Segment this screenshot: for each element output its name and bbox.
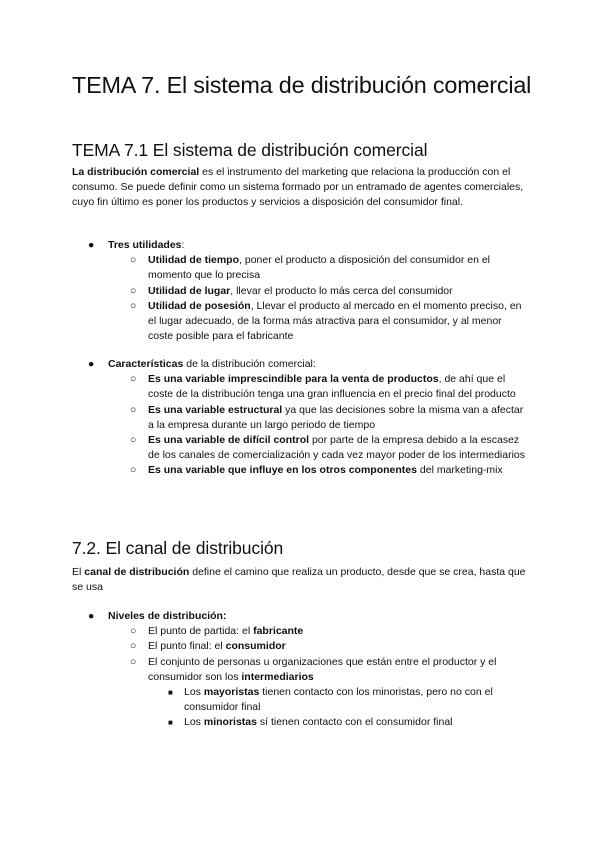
canal-bold-term: canal de distribución: [84, 566, 190, 578]
circle-bullet-icon: ○: [130, 625, 137, 638]
circle-bullet-icon: ○: [130, 299, 137, 312]
document-title: TEMA 7. El sistema de distribución comercial: [72, 72, 532, 98]
minoristas-pre: Los: [184, 716, 204, 729]
niveles-list: [88, 609, 528, 731]
circle-bullet-icon: ○: [130, 373, 137, 386]
caracteristica-bold: Es una variable de difícil control: [148, 434, 310, 447]
consumidor-bold: consumidor: [225, 640, 286, 653]
list-item-utilidad-tiempo: [128, 253, 528, 283]
utilidad-tiempo-text: , poner el producto a disposición del consumidor en el momento que lo precisa: [148, 254, 491, 282]
list-item-utilidad-posesion: [128, 299, 528, 345]
mayoristas-bold: mayoristas: [203, 686, 260, 699]
canal-paragraph: [72, 565, 528, 595]
fabricante-pre: El punto de partida: el: [148, 625, 254, 638]
utilidad-tiempo-label: Utilidad de tiempo: [148, 254, 240, 267]
list-item-caracteristica: [128, 372, 528, 402]
utilidades-suffix: :: [181, 239, 185, 251]
utilidad-lugar-text: , llevar el producto lo más cerca del consumidor: [230, 284, 453, 297]
list-item-minoristas: [166, 715, 528, 730]
bullet-icon: ●: [88, 358, 95, 370]
circle-bullet-icon: ○: [130, 434, 137, 447]
bullet-icon: ●: [88, 610, 95, 622]
circle-bullet-icon: ○: [130, 655, 137, 668]
square-bullet-icon: ■: [168, 718, 173, 728]
caracteristicas-list: [88, 357, 528, 479]
list-item-mayoristas: [166, 685, 528, 715]
section-heading-7-1: TEMA 7.1 El sistema de distribución comercial: [72, 140, 428, 160]
consumidor-pre: El punto final: el: [148, 640, 226, 653]
intermediarios-sublist: [166, 685, 528, 731]
intermediarios-pre: El conjunto de personas u organizaciones que están entre el productor y el consumidor son los: [148, 655, 497, 683]
canal-pre: El: [72, 566, 85, 578]
intro-paragraph: [72, 165, 528, 211]
list-item-utilidad-lugar: [128, 284, 528, 299]
minoristas-bold: minoristas: [203, 716, 257, 729]
mayoristas-text: tienen contacto con los minoristas, pero no con el consumidor final: [184, 686, 493, 714]
niveles-label: Niveles de distribución:: [108, 610, 227, 622]
utilidad-posesion-text: , Llevar el producto al mercado en el momento preciso, en el lugar adecuado, de la forma más atractiva para el consumidor, y al menor coste posible para el fabricante: [148, 299, 522, 343]
list-item-consumidor: [128, 639, 528, 654]
caracteristica-text: por parte de la empresa debido a la escasez de los canales de comercialización y cada vez mayor poder de los intermediarios: [148, 434, 526, 462]
canal-text: define el camino que realiza un producto, desde que se crea, hasta que se usa: [72, 566, 526, 594]
caracteristica-bold: Es una variable imprescindible para la venta de productos: [148, 373, 439, 386]
circle-bullet-icon: ○: [130, 403, 137, 416]
caracteristicas-label: Características: [108, 358, 184, 370]
caracteristica-text: ya que las decisiones sobre la misma van a afectar a la empresa durante un largo periodo de tiempo: [148, 403, 524, 431]
intermediarios-bold: intermediarios: [241, 670, 314, 683]
intro-bold-term: La distribución comercial: [72, 166, 200, 178]
mayoristas-pre: Los: [184, 686, 204, 699]
square-bullet-icon: ■: [168, 688, 173, 698]
circle-bullet-icon: ○: [130, 640, 137, 653]
list-item-fabricante: [128, 624, 528, 639]
list-item-niveles: [88, 609, 528, 731]
caracteristicas-sublist: [128, 372, 528, 478]
section-heading-7-2: 7.2. El canal de distribución: [72, 538, 284, 558]
list-item-caracteristicas: [88, 357, 528, 479]
niveles-sublist: [128, 624, 528, 730]
utilidad-lugar-label: Utilidad de lugar: [148, 284, 231, 297]
list-item-caracteristica: [128, 463, 528, 478]
bullet-icon: ●: [88, 239, 95, 251]
intro-text: es el instrumento del marketing que relaciona la producción con el consumo. Se puede definir como un sistema formado por un entramado de agentes comerciales, cuyo fin último es poner los productos y servicios a disposición del consumidor final.: [72, 166, 524, 209]
minoristas-text: sí tienen contacto con el consumidor final: [256, 716, 453, 729]
caracteristica-text: del marketing-mix: [416, 464, 503, 477]
list-item-caracteristica: [128, 433, 528, 463]
list-item-caracteristica: [128, 403, 528, 433]
caracteristica-bold: Es una variable que influye en los otros componentes: [148, 464, 417, 477]
circle-bullet-icon: ○: [130, 284, 137, 297]
fabricante-bold: fabricante: [253, 625, 304, 638]
list-item-intermediarios: [128, 655, 528, 731]
caracteristica-text: , de ahí que el coste de la distribución tenga una gran influencia en el precio final del producto: [148, 373, 516, 401]
caracteristicas-suffix: de la distribución comercial:: [183, 358, 316, 370]
circle-bullet-icon: ○: [130, 254, 137, 267]
utilidades-sublist: [128, 253, 528, 344]
circle-bullet-icon: ○: [130, 464, 137, 477]
list-item-utilidades: [88, 238, 528, 344]
caracteristica-bold: Es una variable estructural: [148, 403, 283, 416]
utilidades-list: [88, 238, 528, 344]
utilidad-posesion-label: Utilidad de posesión: [148, 299, 251, 312]
utilidades-label: Tres utilidades: [108, 239, 182, 251]
